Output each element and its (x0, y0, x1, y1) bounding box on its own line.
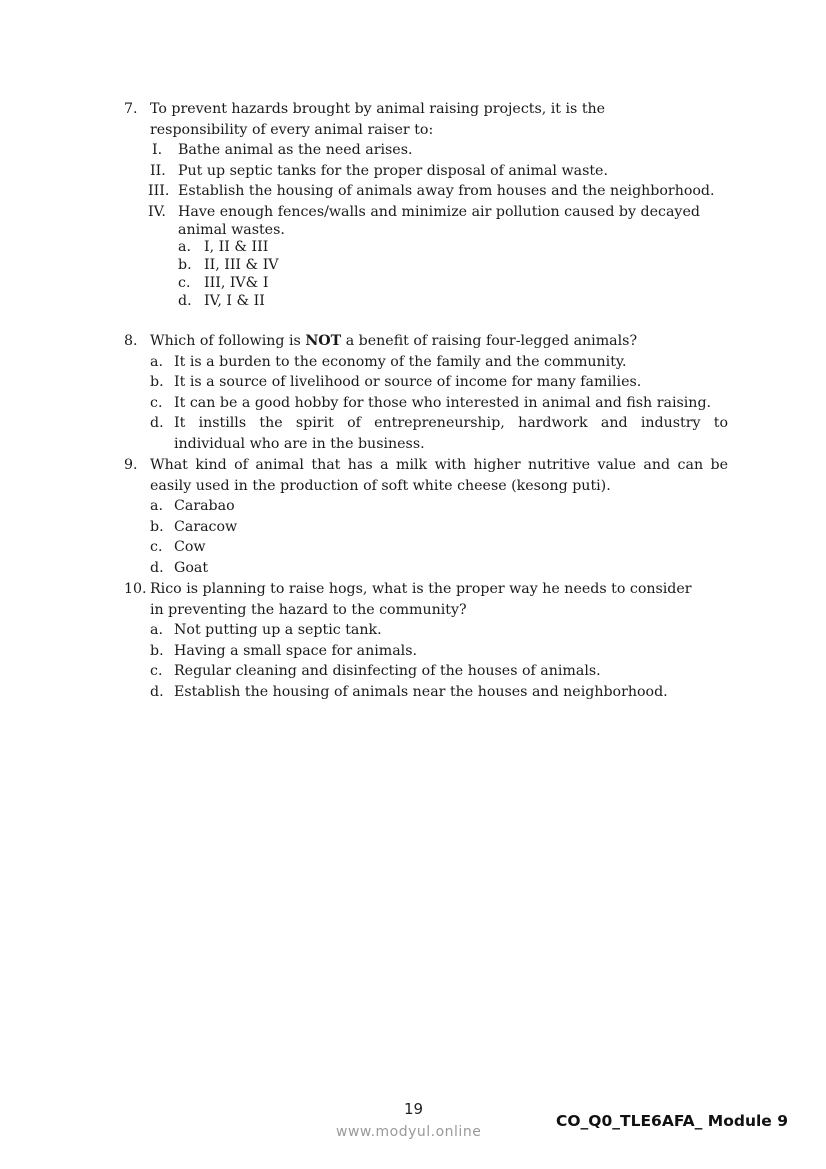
question-stem-cont: responsibility of every animal raiser to: (150, 121, 434, 138)
option-a: a. Not putting up a septic tank. (150, 622, 382, 639)
question-stem: To prevent hazards brought by animal raising projects, it is the (150, 101, 606, 117)
page-number: 19 (404, 1100, 424, 1118)
question-7 (124, 99, 728, 310)
statement-i: I. Bathe animal as the need arises. (152, 142, 413, 159)
question-number: 7. (124, 101, 138, 117)
statement-iv: IV. Have enough fences/walls and minimize air pollution caused by decayed (148, 203, 700, 220)
question-number: 10. (124, 581, 147, 597)
option-d: d. IV, I & II (178, 292, 265, 309)
question-stem: Which of following is NOT a benefit of raising four-legged animals? (150, 333, 638, 349)
option-a: a. Carabao (150, 498, 235, 515)
option-c: c. Cow (150, 539, 206, 556)
question-8 (124, 331, 728, 455)
option-d: d. Goat (150, 559, 209, 576)
option-c: c. III, IV& I (178, 274, 269, 291)
question-number: 8. (124, 333, 138, 349)
statement-iv-cont: animal wastes. (178, 221, 285, 238)
question-10 (124, 579, 728, 703)
option-a: a. It is a burden to the economy of the family and the community. (150, 353, 627, 370)
question-number: 9. (124, 457, 138, 473)
statement-ii: II. Put up septic tanks for the proper disposal of animal waste. (150, 162, 608, 179)
option-d-cont: individual who are in the business. (174, 435, 425, 452)
module-code: CO_Q0_TLE6AFA_ Module 9 (556, 1112, 788, 1130)
option-b: b. II, III & IV (178, 256, 279, 273)
option-b: b. Caracow (150, 518, 238, 535)
statement-iii: III. Establish the housing of animals away from houses and the neighborhood. (148, 183, 715, 200)
option-b: b. It is a source of livelihood or source of income for many families. (150, 374, 642, 391)
question-stem: Rico is planning to raise hogs, what is the proper way he needs to consider (150, 581, 692, 597)
option-a: a. I, II & III (178, 238, 269, 255)
question-stem: What kind of animal that has a milk with higher nutritive value and can be (150, 457, 728, 473)
question-stem-cont: easily used in the production of soft white cheese (kesong puti). (150, 477, 611, 494)
question-9 (124, 455, 728, 579)
watermark-link[interactable]: www.modyul.online (336, 1124, 482, 1140)
option-c: c. Regular cleaning and disinfecting of the houses of animals. (150, 663, 601, 680)
option-b: b. Having a small space for animals. (150, 642, 417, 659)
option-d: d. Establish the housing of animals near the houses and neighborhood. (150, 683, 668, 700)
question-stem-cont: in preventing the hazard to the community? (150, 601, 467, 618)
emphasis-not: NOT (305, 333, 342, 349)
option-d: d. It instills the spirit of entrepreneurship, hardwork and industry to (150, 415, 728, 432)
option-c: c. It can be a good hobby for those who interested in animal and fish raising. (150, 394, 712, 411)
